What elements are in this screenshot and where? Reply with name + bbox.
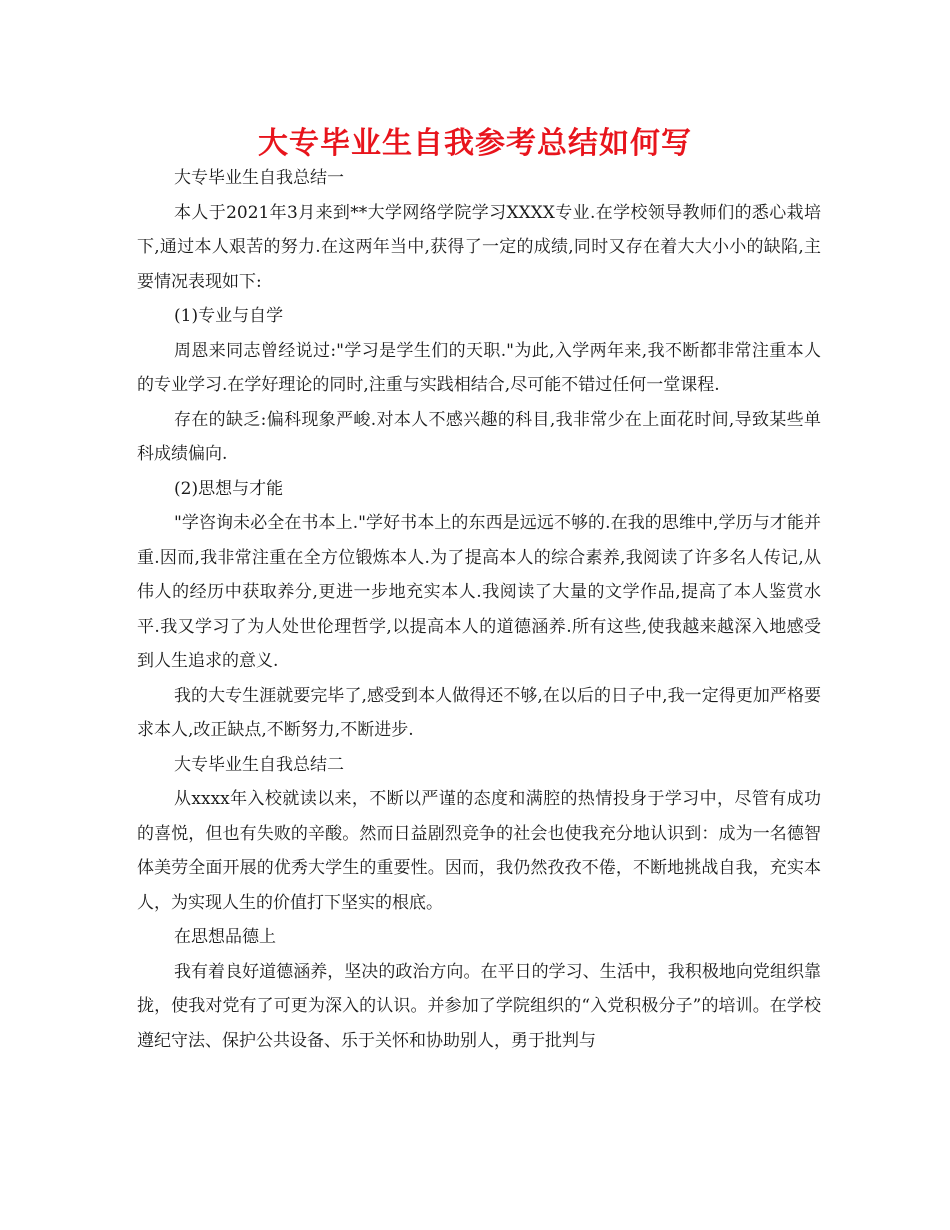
body-paragraph: 本人于2021年3月来到**大学网络学院学习XXXX专业.在学校领导教师们的悉心栽培下,通过本人艰苦的努力.在这两年当中,获得了一定的成绩,同时又存在着大大小小的缺陷,主要情况表现如下:: [137, 202, 821, 292]
body-paragraph: 我的大专生涯就要完毕了,感受到本人做得还不够,在以后的日子中,我一定得更加严格要求本人,改正缺点,不断努力,不断进步.: [137, 685, 821, 740]
subheading-major-and-self-study: (1)专业与自学: [174, 306, 284, 326]
section-heading-summary-one: 大专毕业生自我总结一: [174, 168, 344, 188]
subheading-thought-and-ability: (2)思想与才能: [174, 478, 284, 499]
subheading-ideology-and-morality: 在思想品德上: [174, 927, 276, 947]
document-body: [137, 161, 821, 1058]
body-paragraph: 我有着良好道德涵养，坚决的政治方向。在平日的学习、生活中，我积极地向党组织靠拢，使我对党有了可更为深入的认识。并参加了学院组织的“入党积极分子”的培训。在学校遵纪守法、保护公共设备、乐于关怀和协助别人，勇于批判与: [137, 961, 821, 1051]
document-title: 大专毕业生自我参考总结如何写: [258, 126, 692, 161]
body-paragraph: 从xxxx年入校就读以来，不断以严谨的态度和满腔的热情投身于学习中，尽管有成功的喜悦，但也有失败的辛酸。然而日益剧烈竞争的社会也使我充分地认识到：成为一名德智体美劳全面开展的优秀大学生的重要性。因而，我仍然孜孜不倦，不断地挑战自我，充实本人，为实现人生的价值打下坚实的根底。: [137, 789, 821, 913]
body-paragraph: 周恩来同志曾经说过:"学习是学生们的天职."为此,入学两年来,我不断都非常注重本人的专业学习.在学好理论的同时,注重与实践相结合,尽可能不错过任何一堂课程.: [137, 340, 821, 395]
body-paragraph: "学咨询未必全在书本上."学好书本上的东西是远远不够的.在我的思维中,学历与才能并重.因而,我非常注重在全方位锻炼本人.为了提高本人的综合素养,我阅读了许多名人传记,从伟人的经历中获取养分,更进一步地充实本人.我阅读了大量的文学作品,提高了本人鉴赏水平.我又学习了为人处世伦理哲学,以提高本人的道德涵养.所有这些,使我越来越深入地感受到人生追求的意义.: [137, 513, 821, 671]
section-heading-summary-two: 大专毕业生自我总结二: [174, 754, 344, 775]
body-paragraph: 存在的缺乏:偏科现象严峻.对本人不感兴趣的科目,我非常少在上面花时间,导致某些单科成绩偏向.: [137, 409, 821, 464]
